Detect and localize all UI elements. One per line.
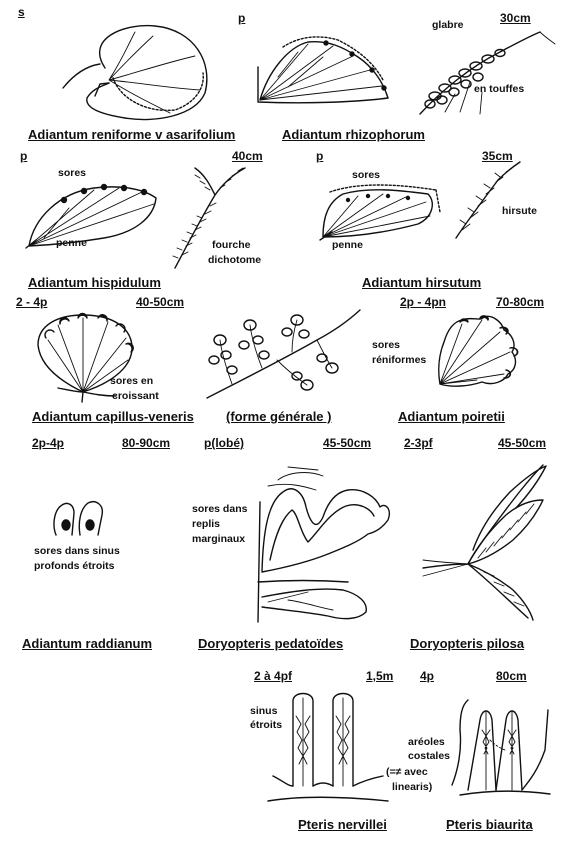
note-en-touffes: en touffes (474, 83, 525, 95)
sketch-biaurita-pinnae (450, 690, 550, 800)
note-etroits: étroits (250, 719, 283, 731)
title-rhizophorum: Adiantum rhizophorum (282, 127, 425, 142)
note-sores-poiretii: sores (372, 339, 401, 351)
sketch-forme-generale (192, 300, 362, 400)
note-sores-hirsutum: sores (352, 169, 381, 181)
note-sores: sores (58, 167, 87, 179)
code-nervillei: 2 à 4pf (254, 669, 293, 683)
note-marginaux: marginaux (192, 533, 246, 545)
note-costales: costales (408, 750, 451, 762)
sketch-hirsutum-pinnule (318, 182, 443, 244)
title-hispidulum: Adiantum hispidulum (28, 275, 161, 290)
title-reniforme: Adiantum reniforme v asarifolium (28, 127, 236, 142)
size-biaurita: 80cm (496, 669, 527, 683)
title-poiretii: Adiantum poiretii (398, 409, 505, 424)
size-raddianum: 80-90cm (122, 436, 171, 450)
title-nervillei: Pteris nervillei (298, 817, 387, 832)
title-capillus: Adiantum capillus-veneris (32, 409, 194, 424)
title-forme-generale: (forme générale ) (226, 409, 332, 424)
size-hirsutum: 35cm (482, 149, 513, 163)
sketch-pedatoides-frond (248, 462, 396, 624)
title-pilosa: Doryopteris pilosa (410, 636, 525, 651)
title-hirsutum: Adiantum hirsutum (362, 275, 482, 290)
note-glabre: glabre (432, 19, 464, 31)
size-pilosa: 45-50cm (498, 436, 547, 450)
note-fourche: fourche (212, 239, 251, 251)
size-poiretii: 70-80cm (496, 295, 545, 309)
code-raddianum: 2p-4p (32, 436, 65, 450)
note-penne-hirsutum: penne (332, 239, 363, 251)
code-hispidulum: p (20, 149, 28, 163)
sketch-reniforme-leaf (45, 18, 215, 123)
note-areoles: aréoles (408, 736, 445, 748)
sketch-poiretii-pinnule (432, 312, 522, 392)
sketch-hispidulum-pinnule (24, 178, 164, 250)
note-sores-dans-sinus: sores dans sinus (34, 545, 120, 557)
code-rhizophorum: p (238, 11, 246, 25)
code-biaurita: 4p (420, 669, 435, 683)
note-sores-en: sores en (110, 375, 154, 387)
sketch-hirsutum-frond (448, 160, 523, 240)
note-reniformes: réniformes (372, 354, 427, 366)
note-avec: (=≠ avec (386, 766, 428, 778)
sketch-nervillei-pinnae (268, 686, 388, 811)
title-pedatoides: Doryopteris pedatoïdes (198, 636, 344, 651)
note-croissant: croissant (112, 390, 159, 402)
sketch-pilosa-frond (418, 460, 553, 622)
note-replis: replis (192, 518, 221, 530)
size-rhizophorum: 30cm (500, 11, 531, 25)
note-profonds-etroits: profonds étroits (34, 560, 115, 572)
note-penne: penne (56, 237, 87, 249)
note-sores-dans: sores dans (192, 503, 248, 515)
size-pedatoides: 45-50cm (323, 436, 372, 450)
note-hirsute: hirsute (502, 205, 538, 217)
code-hirsutum: p (316, 149, 324, 163)
code-reniforme: s (18, 5, 25, 19)
sketch-hispidulum-frond (160, 160, 260, 270)
note-dichotome: dichotome (208, 254, 262, 266)
code-pedatoides: p(lobé) (204, 436, 244, 450)
sketch-rhizophorum-frond (400, 19, 560, 117)
size-hispidulum: 40cm (232, 149, 263, 163)
title-raddianum: Adiantum raddianum (22, 636, 153, 651)
code-pilosa: 2-3pf (404, 436, 433, 450)
sketch-rhizophorum-pinnule (248, 32, 398, 110)
note-sinus: sinus (250, 705, 278, 717)
code-poiretii: 2p - 4pn (400, 295, 447, 309)
sketch-capillus-pinnule (28, 310, 140, 402)
sketch-raddianum-sinus (48, 495, 113, 537)
size-capillus: 40-50cm (136, 295, 185, 309)
title-biaurita: Pteris biaurita (446, 817, 533, 832)
note-linearis: linearis) (392, 781, 433, 793)
size-nervillei: 1,5m (366, 669, 394, 683)
code-capillus: 2 - 4p (16, 295, 48, 309)
